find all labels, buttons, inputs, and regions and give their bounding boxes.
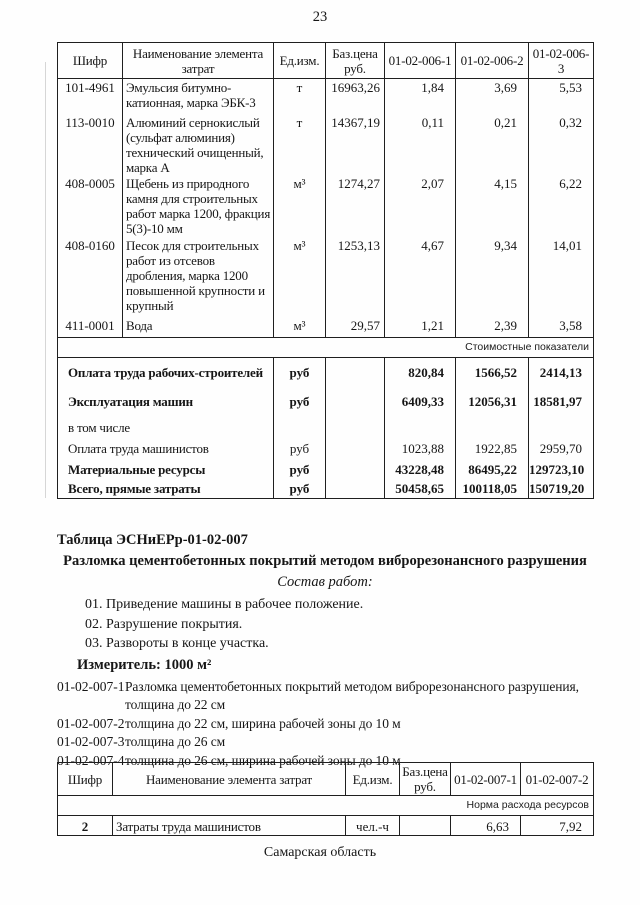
value-cell: 14,01 [529,237,594,317]
summary-name: Материальные ресурсы [58,459,274,479]
table-header-row [58,43,594,79]
value-cell: 43228,48 [385,459,456,479]
value-cell: 9,34 [456,237,529,317]
unit-cell: т [274,114,326,175]
unit-cell: руб [274,358,326,386]
cost-table-01-02-007 [57,762,594,836]
work-items-list [85,595,593,654]
value-cell: 2,39 [456,317,529,338]
table-row [58,317,594,338]
unit-cell: руб [274,479,326,499]
variant-desc: толщина до 26 см, ширина рабочей зоны до 10 м [125,752,401,768]
value-cell: 6,63 [451,816,521,836]
unit-cell: м³ [274,175,326,237]
variant-desc: толщина до 26 см [125,734,226,749]
column-header-variant-1: 01-02-007-1 [451,763,521,796]
value-cell: 1,21 [385,317,456,338]
table-header-row [58,763,594,796]
unit-cell: м³ [274,317,326,338]
value-cell: 6409,33 [385,386,456,416]
value-cell: 150719,20 [529,479,594,499]
unit-cell: руб [274,438,326,459]
value-cell: 3,69 [456,79,529,114]
summary-name: Эксплуатация машин [58,386,274,416]
value-cell: 1,84 [385,79,456,114]
summary-name: Оплата труда рабочих-строителей [58,358,274,386]
value-cell: 0,32 [529,114,594,175]
value-cell: 2,07 [385,175,456,237]
unit-cell: т [274,79,326,114]
column-header-name: Наименование элемента затрат [113,763,346,796]
base-price-cell: 1253,13 [326,237,385,317]
value-cell: 820,84 [385,358,456,386]
material-name: Алюминий сернокислый (сульфат алюминия) технический очищенный, марка А [123,114,274,175]
page-number: 23 [312,9,328,25]
variant-desc: Разломка цементобетонных покрытий методом виброрезонансного разрушения, толщина до 22 см [125,678,579,712]
value-cell [385,416,456,438]
variant-code: 01-02-007-3 [57,734,125,749]
column-header-baseprice: Баз.цена руб. [326,43,385,79]
column-header-unit: Ед.изм. [346,763,400,796]
value-cell: 5,53 [529,79,594,114]
table-row [58,79,594,114]
material-name: Эмульсия битумно-катионная, марка ЭБК-3 [123,79,274,114]
section-band-label: Стоимостные показатели [58,338,594,358]
section-01-02-007 [57,531,593,770]
summary-row [58,416,594,438]
base-price-cell [326,416,385,438]
value-cell: 1566,52 [456,358,529,386]
value-cell: 1023,88 [385,438,456,459]
variant-code: 01-02-007-2 [57,715,125,731]
resource-code: 2 [58,816,113,836]
base-price-cell [326,438,385,459]
base-price-cell [326,358,385,386]
table-row [58,114,594,175]
value-cell: 3,58 [529,317,594,338]
value-cell: 50458,65 [385,479,456,499]
variants-list [57,678,593,771]
summary-row [58,386,594,416]
summary-name: в том числе [58,416,274,438]
material-code: 408-0005 [58,175,123,237]
region-footer: Самарская область [263,845,377,860]
value-cell: 12056,31 [456,386,529,416]
material-code: 411-0001 [58,317,123,338]
cost-table-01-02-006 [57,42,594,499]
value-cell: 4,67 [385,237,456,317]
column-header-name: Наименование элемента затрат [123,43,274,79]
works-subtitle: Состав работ: [277,574,373,590]
base-price-cell: 14367,19 [326,114,385,175]
summary-row [58,459,594,479]
summary-row [58,358,594,386]
unit-cell: руб [274,459,326,479]
material-name: Щебень из природного камня для строительных работ марка 1200, фракция 5(3)-10 мм [123,175,274,237]
summary-row [58,438,594,459]
table-row [58,237,594,317]
variant-row [57,678,593,715]
base-price-cell [326,459,385,479]
variant-desc: толщина до 22 см, ширина рабочей зоны до 10 м [125,715,401,731]
value-cell: 2959,70 [529,438,594,459]
material-name: Вода [123,317,274,338]
value-cell: 18581,97 [529,386,594,416]
value-cell: 6,22 [529,175,594,237]
column-header-variant-2: 01-02-007-2 [521,763,594,796]
value-cell [456,416,529,438]
section-title: Разломка цементобетонных покрытий методом виброрезонансного разрушения [63,553,587,569]
value-cell [529,416,594,438]
unit-cell: м³ [274,237,326,317]
column-header-variant-1: 01-02-006-1 [385,43,456,79]
unit-cell: руб [274,386,326,416]
value-cell: 100118,05 [456,479,529,499]
unit-cell: чел.-ч [346,816,400,836]
work-item: 01. Приведение машины в рабочее положение. [85,597,364,612]
material-code: 408-0160 [58,237,123,317]
value-cell: 1922,85 [456,438,529,459]
column-header-code: Шифр [58,763,113,796]
value-cell: 7,92 [521,816,594,836]
section-band-label: Норма расхода ресурсов [58,796,594,816]
resource-name: Затраты труда машинистов [113,816,346,836]
work-item: 03. Развороты в конце участка. [85,636,269,651]
column-header-code: Шифр [58,43,123,79]
meter-label: Измеритель: 1000 м² [77,656,212,673]
section-band-row [58,338,594,358]
work-item: 02. Разрушение покрытия. [85,616,243,632]
column-header-unit: Ед.изм. [274,43,326,79]
base-price-cell: 29,57 [326,317,385,338]
table-row [58,175,594,237]
variant-code: 01-02-007-4 [57,752,125,768]
unit-cell [274,416,326,438]
value-cell: 0,21 [456,114,529,175]
base-price-cell: 16963,26 [326,79,385,114]
material-code: 101-4961 [58,79,123,114]
column-header-variant-3: 01-02-006-3 [529,43,594,79]
value-cell: 2414,13 [529,358,594,386]
column-header-baseprice: Баз.цена руб. [400,763,451,796]
base-price-cell [326,479,385,499]
scan-margin-line [45,62,46,498]
value-cell: 4,15 [456,175,529,237]
material-name: Песок для строительных работ из отсевов дробления, марка 1200 повышенной крупности и крупный [123,237,274,317]
value-cell: 129723,10 [529,459,594,479]
variant-row [57,715,593,734]
value-cell: 0,11 [385,114,456,175]
section-band-row [58,796,594,816]
table-row [58,816,594,836]
summary-name: Оплата труда машинистов [58,438,274,459]
variant-row [57,733,593,752]
table-label: Таблица ЭСНиЕРр-01-02-007 [57,532,248,548]
column-header-variant-2: 01-02-006-2 [456,43,529,79]
summary-name: Всего, прямые затраты [58,479,274,499]
material-code: 113-0010 [58,114,123,175]
value-cell: 86495,22 [456,459,529,479]
base-price-cell: 1274,27 [326,175,385,237]
base-price-cell [326,386,385,416]
summary-row [58,479,594,499]
base-price-cell [400,816,451,836]
variant-code: 01-02-007-1 [57,678,125,694]
